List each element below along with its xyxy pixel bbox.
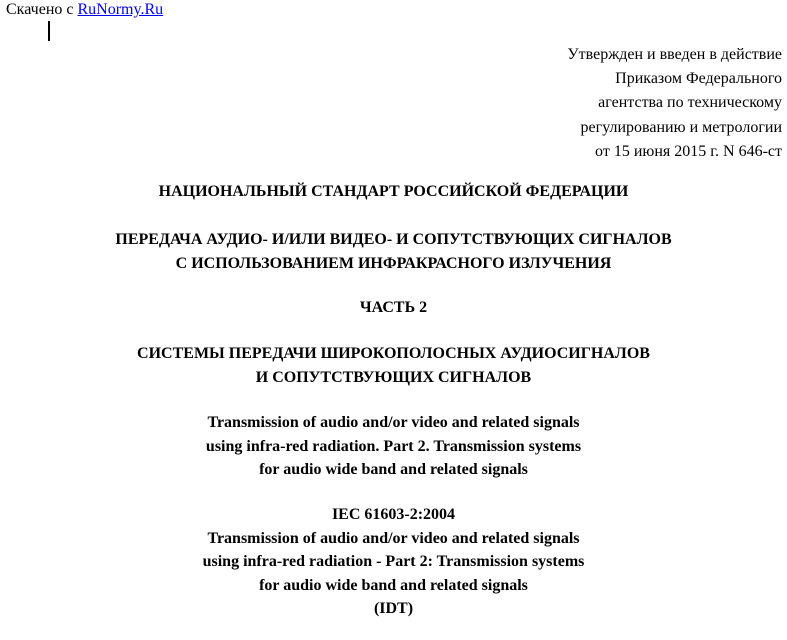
russian-title-line: ПЕРЕДАЧА АУДИО- И/ИЛИ ВИДЕО- И СОПУТСТВУЮЩИХ СИГНАЛОВ	[115, 231, 672, 248]
russian-subtitle	[0, 342, 787, 389]
iec-title-line: for audio wide band and related signals	[259, 576, 528, 594]
approval-line: от 15 июня 2015 г. N 646-ст	[595, 142, 782, 160]
english-title	[0, 411, 787, 482]
approval-line: Приказом Федерального	[615, 70, 782, 88]
russian-subtitle-line: СИСТЕМЫ ПЕРЕДАЧИ ШИРОКОПОЛОСНЫХ АУДИОСИГНАЛОВ	[137, 345, 650, 362]
russian-title-line: С ИСПОЛЬЗОВАНИЕМ ИНФРАКРАСНОГО ИЗЛУЧЕНИЯ	[175, 254, 612, 272]
standard-type-heading	[0, 180, 787, 204]
standard-type: НАЦИОНАЛЬНЫЙ СТАНДАРТ РОССИЙСКОЙ ФЕДЕРАЦИИ	[158, 183, 629, 200]
source-note	[6, 0, 163, 20]
part-heading	[0, 296, 787, 320]
part-label: ЧАСТЬ 2	[359, 299, 428, 316]
approval-line: Утвержден и введен в действие	[567, 46, 782, 63]
english-title-line: Transmission of audio and/or video and related signals	[207, 414, 580, 431]
english-title-line: for audio wide band and related signals	[259, 461, 528, 478]
approval-line: агентства по техническому	[598, 94, 782, 112]
russian-subtitle-line: И СОПУТСТВУЮЩИХ СИГНАЛОВ	[255, 368, 532, 386]
iec-code: IEC 61603-2:2004	[331, 506, 456, 523]
english-title-line: using infra-red radiation. Part 2. Transmission systems	[205, 437, 582, 455]
iec-title-line: using infra-red radiation - Part 2: Transmission systems	[202, 553, 585, 570]
russian-title	[0, 228, 787, 275]
approval-block	[382, 43, 782, 164]
iec-title-line: Transmission of audio and/or video and related signals	[207, 529, 580, 547]
iec-equivalence: (IDT)	[373, 600, 414, 617]
iec-block	[0, 503, 787, 621]
text-cursor	[48, 21, 50, 41]
approval-line: регулированию и метрологии	[580, 118, 782, 136]
source-prefix: Скачено с	[6, 1, 78, 18]
source-link[interactable]: RuNormy.Ru	[77, 1, 164, 18]
